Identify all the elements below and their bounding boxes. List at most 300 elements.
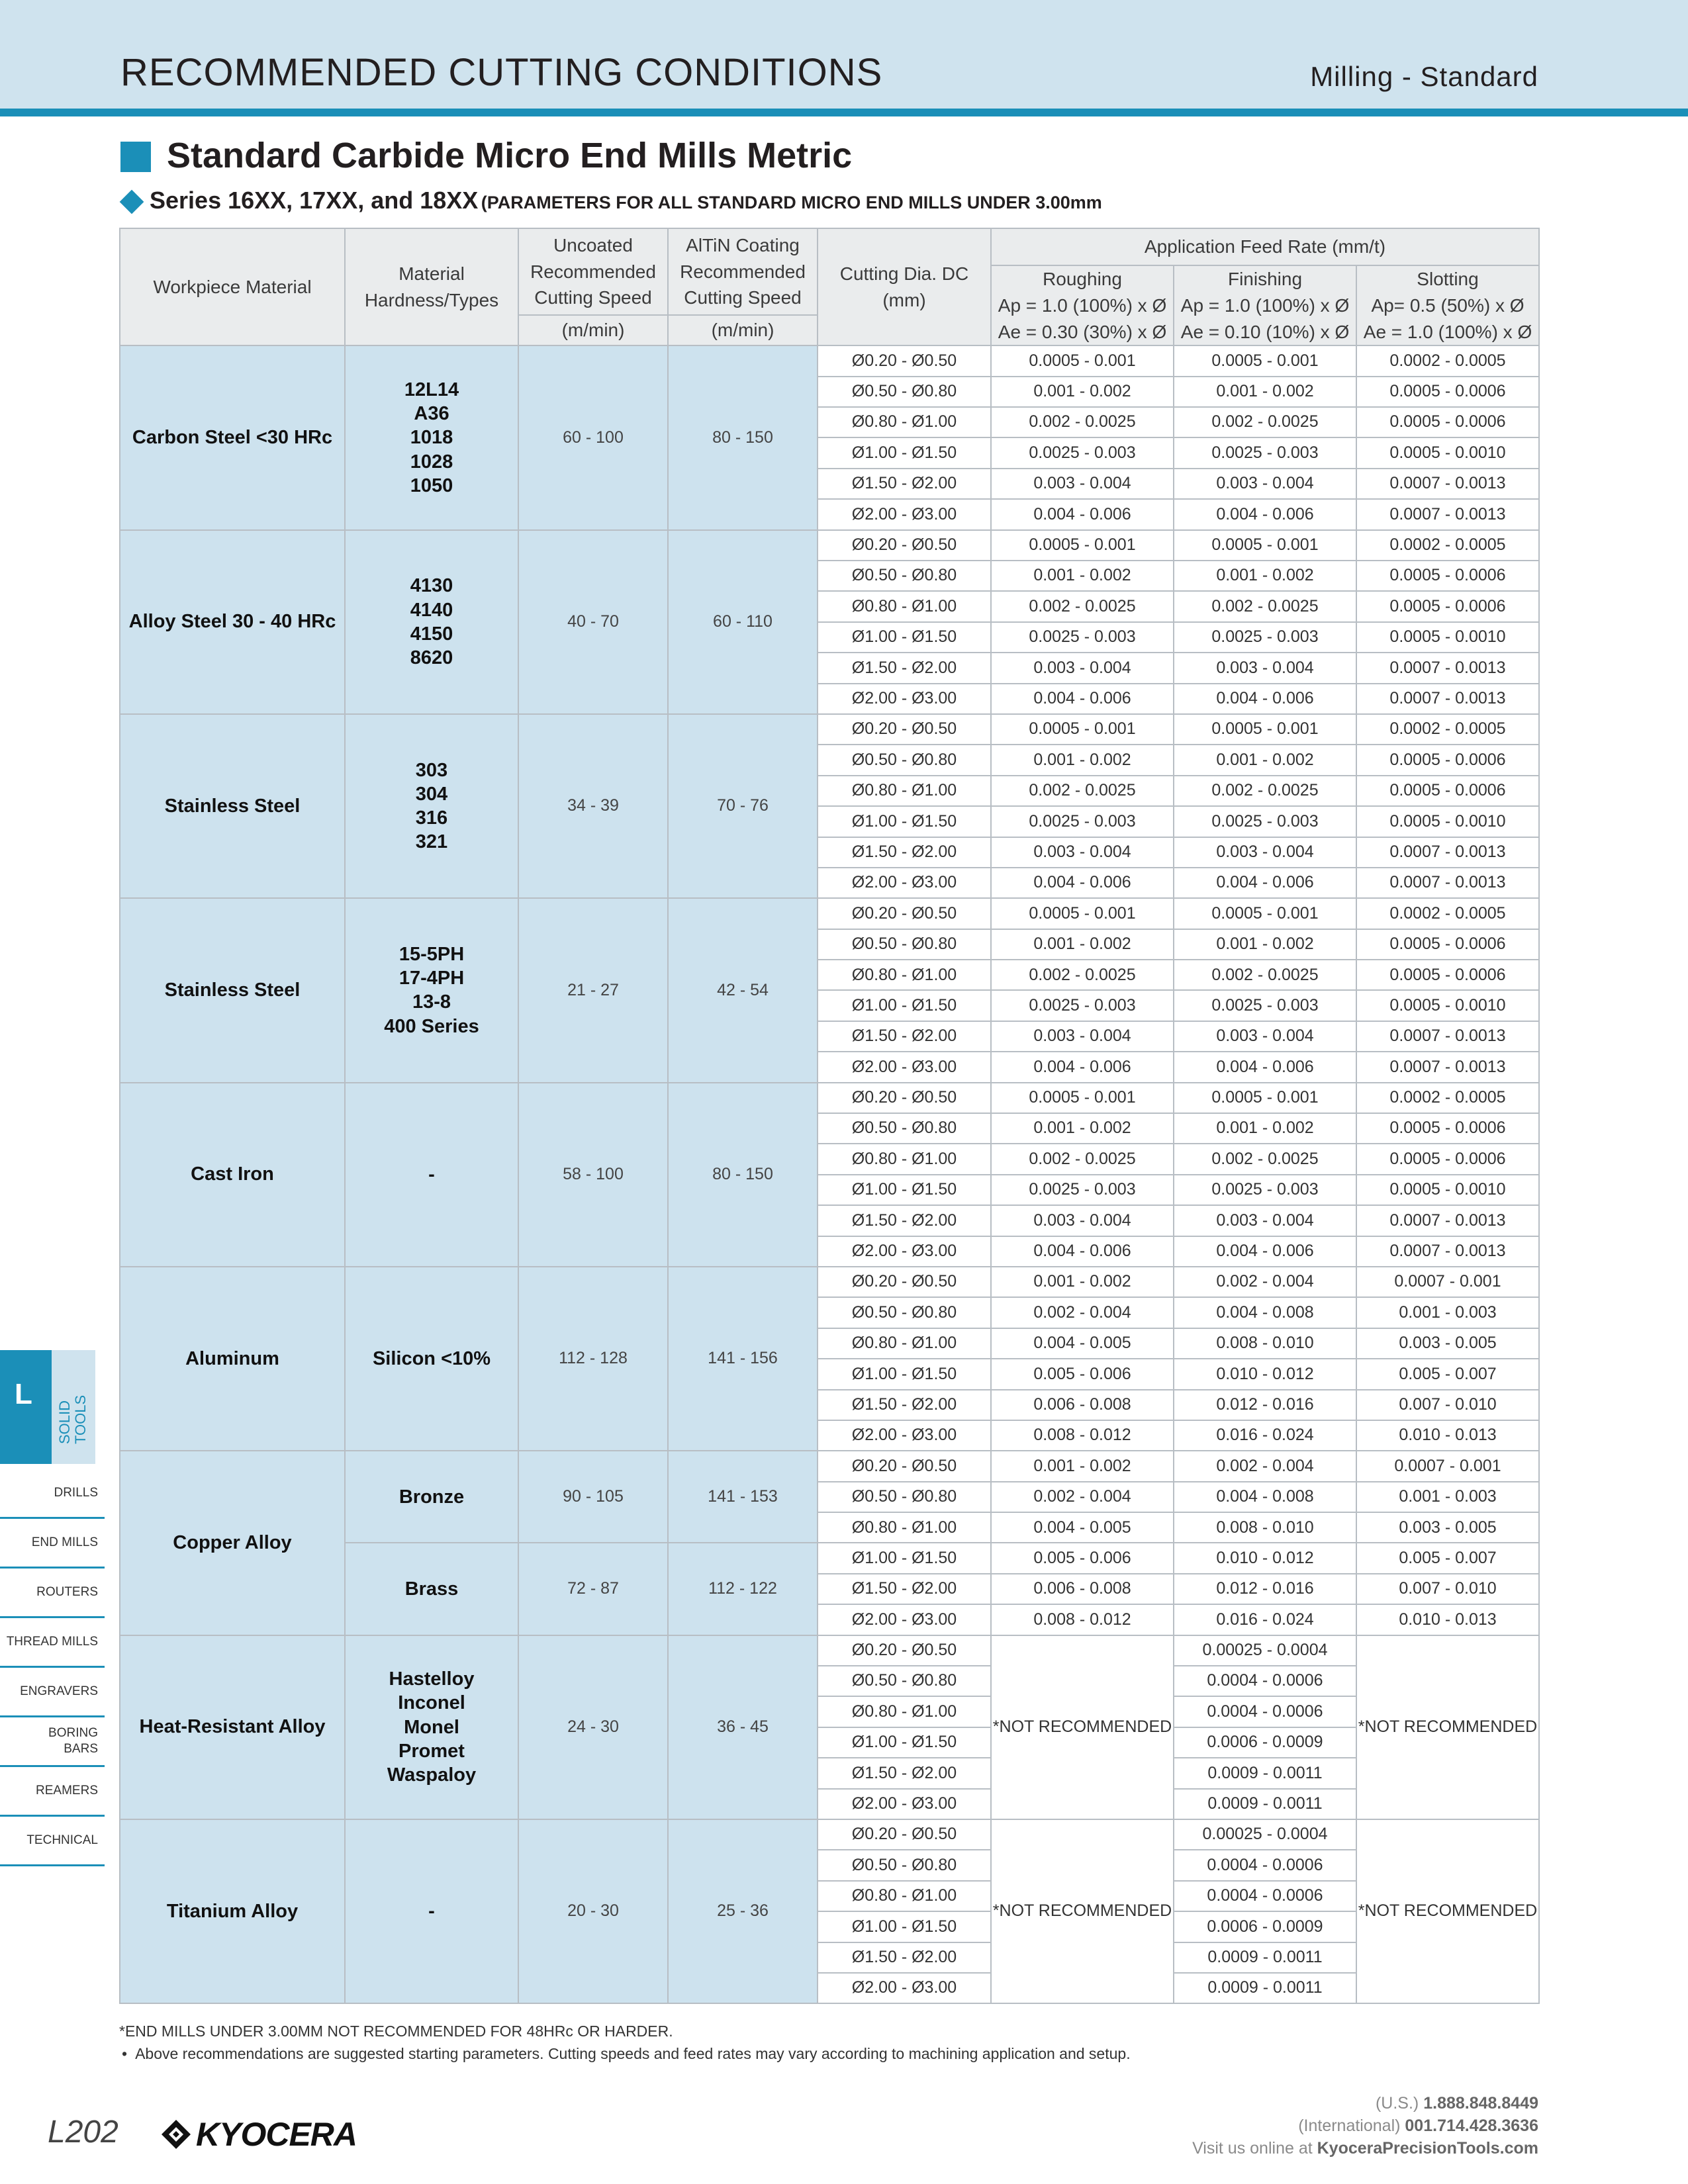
slotting-feed: 0.0002 - 0.0005 [1356,898,1539,929]
uncoated-speed: 58 - 100 [518,1083,668,1267]
cutting-diameter: Ø0.20 - Ø0.50 [818,1635,991,1666]
finishing-feed: 0.001 - 0.002 [1174,1113,1356,1144]
material-name: Cast Iron [120,1083,345,1267]
cutting-diameter: Ø0.20 - Ø0.50 [818,1267,991,1297]
section-title: Standard Carbide Micro End Mills Metric [167,136,853,175]
roughing-feed: 0.0005 - 0.001 [991,530,1174,561]
roughing-feed: 0.008 - 0.012 [991,1604,1174,1635]
slotting-feed: 0.0002 - 0.0005 [1356,1083,1539,1113]
roughing-feed: 0.0025 - 0.003 [991,437,1174,468]
uncoated-speed: 112 - 128 [518,1267,668,1451]
cutting-diameter: Ø0.20 - Ø0.50 [818,714,991,745]
header-roughing-ae: Ae = 0.30 (30%) x Ø [998,321,1167,342]
header-uncoated-unit: (m/min) [518,315,668,345]
uncoated-speed: 34 - 39 [518,714,668,898]
slotting-feed: 0.0007 - 0.0013 [1356,1052,1539,1082]
material-type: 316 [415,807,448,829]
finishing-feed: 0.0006 - 0.0009 [1174,1727,1356,1758]
altin-speed: 36 - 45 [668,1635,818,1819]
finishing-feed: 0.016 - 0.024 [1174,1420,1356,1451]
header-rule [0,109,1688,116]
cutting-diameter: Ø0.80 - Ø1.00 [818,1881,991,1911]
cutting-diameter: Ø0.80 - Ø1.00 [818,960,991,990]
cutting-diameter: Ø0.50 - Ø0.80 [818,1113,991,1144]
roughing-feed: 0.001 - 0.002 [991,1113,1174,1144]
cutting-diameter: Ø1.00 - Ø1.50 [818,622,991,653]
slotting-feed: 0.0007 - 0.0013 [1356,653,1539,683]
section-tab-label-line1: SOLID [56,1400,73,1444]
cutting-diameter: Ø1.50 - Ø2.00 [818,1205,991,1236]
finishing-feed: 0.003 - 0.004 [1174,1021,1356,1052]
header-roughing [991,265,1174,345]
section-tab-letter: L [15,1378,32,1410]
roughing-feed: 0.003 - 0.004 [991,1021,1174,1052]
roughing-feed: 0.004 - 0.006 [991,499,1174,529]
cutting-diameter: Ø0.20 - Ø0.50 [818,530,991,561]
slotting-feed: 0.0005 - 0.0010 [1356,622,1539,653]
material-type: Hastelloy [389,1668,475,1690]
table-row [120,1451,1539,1481]
material-type: 13-8 [412,991,451,1013]
finishing-feed: 0.004 - 0.008 [1174,1482,1356,1512]
finishing-feed: 0.0004 - 0.0006 [1174,1881,1356,1911]
section-tab-label-line2: TOOLS [72,1394,89,1444]
slotting-feed: 0.0005 - 0.0006 [1356,929,1539,960]
cutting-diameter: Ø1.50 - Ø2.00 [818,1390,991,1420]
footnote-disclaimer-text: Above recommendations are suggested starting parameters. Cutting speeds and feed rates may vary according to machining application and setup. [135,2045,1131,2062]
cutting-diameter: Ø0.50 - Ø0.80 [818,1850,991,1880]
finishing-feed: 0.0025 - 0.003 [1174,437,1356,468]
finishing-feed: 0.004 - 0.008 [1174,1297,1356,1328]
finishing-feed: 0.003 - 0.004 [1174,653,1356,683]
finishing-feed: 0.0005 - 0.001 [1174,345,1356,376]
page-number: L202 [48,2115,118,2150]
roughing-feed: 0.0025 - 0.003 [991,806,1174,837]
roughing-feed: 0.008 - 0.012 [991,1420,1174,1451]
finishing-feed: 0.0005 - 0.001 [1174,1083,1356,1113]
slotting-feed: 0.003 - 0.005 [1356,1328,1539,1359]
finishing-feed: 0.0005 - 0.001 [1174,714,1356,745]
nav-item-reamers[interactable]: REAMERS [0,1767,105,1817]
slotting-feed: 0.0002 - 0.0005 [1356,530,1539,561]
cutting-diameter: Ø1.00 - Ø1.50 [818,806,991,837]
material-type: 1028 [410,451,453,473]
slotting-feed: 0.0007 - 0.0013 [1356,684,1539,714]
slotting-feed: 0.007 - 0.010 [1356,1574,1539,1604]
finishing-feed: 0.004 - 0.006 [1174,684,1356,714]
material-types [345,530,518,714]
roughing-feed: 0.004 - 0.005 [991,1512,1174,1543]
material-types: Bronze [345,1451,518,1543]
cutting-diameter: Ø1.50 - Ø2.00 [818,1942,991,1973]
cutting-diameter: Ø2.00 - Ø3.00 [818,1052,991,1082]
roughing-feed: 0.004 - 0.006 [991,1052,1174,1082]
altin-speed: 60 - 110 [668,530,818,714]
material-type: 304 [415,783,448,805]
cutting-diameter: Ø1.00 - Ø1.50 [818,1727,991,1758]
finishing-feed: 0.001 - 0.002 [1174,561,1356,591]
roughing-feed: 0.0025 - 0.003 [991,1175,1174,1205]
table-header [120,228,1539,345]
cutting-diameter: Ø1.00 - Ø1.50 [818,1543,991,1573]
cutting-diameter: Ø1.00 - Ø1.50 [818,437,991,468]
finishing-feed: 0.008 - 0.010 [1174,1328,1356,1359]
slotting-feed: 0.001 - 0.003 [1356,1482,1539,1512]
material-name: Stainless Steel [120,714,345,898]
slotting-feed: 0.0007 - 0.0013 [1356,1021,1539,1052]
slotting-feed: 0.0005 - 0.0006 [1356,377,1539,407]
section-square-icon [120,142,151,172]
material-type: 4150 [410,623,453,645]
header-slotting-ap: Ap= 0.5 (50%) x Ø [1371,295,1524,316]
header-uncoated-speed: Uncoated Recommended Cutting Speed [518,228,668,315]
roughing-feed: 0.002 - 0.0025 [991,1144,1174,1174]
finishing-feed: 0.002 - 0.0025 [1174,407,1356,437]
roughing-feed: 0.003 - 0.004 [991,1205,1174,1236]
altin-speed: 112 - 122 [668,1543,818,1635]
material-name: Heat-Resistant Alloy [120,1635,345,1819]
finishing-feed: 0.016 - 0.024 [1174,1604,1356,1635]
finishing-feed: 0.001 - 0.002 [1174,377,1356,407]
cutting-diameter: Ø0.20 - Ø0.50 [818,345,991,376]
finishing-feed: 0.002 - 0.0025 [1174,1144,1356,1174]
table-row [120,1267,1539,1297]
altin-speed: 80 - 150 [668,345,818,529]
cutting-diameter: Ø0.50 - Ø0.80 [818,745,991,775]
finishing-feed: 0.0006 - 0.0009 [1174,1911,1356,1942]
header-slotting-name: Slotting [1417,269,1479,289]
series-note: (PARAMETERS FOR ALL STANDARD MICRO END MILLS UNDER 3.00mm [481,193,1102,212]
roughing-feed: 0.002 - 0.0025 [991,407,1174,437]
cutting-diameter: Ø0.50 - Ø0.80 [818,929,991,960]
cutting-diameter: Ø0.20 - Ø0.50 [818,1451,991,1481]
cutting-diameter: Ø2.00 - Ø3.00 [818,684,991,714]
cutting-diameter: Ø2.00 - Ø3.00 [818,1604,991,1635]
header-workpiece-material: Workpiece Material [120,228,345,345]
material-type: 12L14 [404,379,459,400]
material-types [345,1267,518,1451]
cutting-diameter: Ø0.80 - Ø1.00 [818,1512,991,1543]
kyocera-logo [160,2115,357,2154]
header-altin-speed: AlTiN Coating Recommended Cutting Speed [668,228,818,315]
slotting-feed: 0.0005 - 0.0006 [1356,561,1539,591]
roughing-feed: 0.003 - 0.004 [991,837,1174,868]
cutting-diameter: Ø2.00 - Ø3.00 [818,1789,991,1819]
cutting-diameter: Ø1.50 - Ø2.00 [818,653,991,683]
cutting-diameter: Ø2.00 - Ø3.00 [818,1420,991,1451]
cutting-conditions-table [119,228,1540,2004]
material-types [345,1083,518,1267]
slotting-feed: 0.0007 - 0.0013 [1356,499,1539,529]
header-roughing-ap: Ap = 1.0 (100%) x Ø [998,295,1167,316]
finishing-feed: 0.0009 - 0.0011 [1174,1789,1356,1819]
slotting-feed: 0.003 - 0.005 [1356,1512,1539,1543]
material-types [345,1819,518,2003]
finishing-feed: 0.0004 - 0.0006 [1174,1850,1356,1880]
table-row [120,1635,1539,1666]
roughing-feed: 0.003 - 0.004 [991,653,1174,683]
uncoated-speed: 24 - 30 [518,1635,668,1819]
section-tab-label [57,1395,89,1444]
cutting-diameter: Ø0.80 - Ø1.00 [818,1328,991,1359]
material-type: 4130 [410,575,453,597]
material-type: Monel [404,1716,459,1738]
slotting-feed: 0.0007 - 0.001 [1356,1451,1539,1481]
altin-speed: 25 - 36 [668,1819,818,2003]
finishing-feed: 0.0005 - 0.001 [1174,530,1356,561]
material-type: 8620 [410,647,453,669]
finishing-feed: 0.008 - 0.010 [1174,1512,1356,1543]
roughing-not-recommended: *NOT RECOMMENDED [991,1635,1174,1819]
slotting-feed: 0.005 - 0.007 [1356,1359,1539,1389]
finishing-feed: 0.0009 - 0.0011 [1174,1973,1356,2003]
material-type: 303 [415,759,448,781]
finishing-feed: 0.010 - 0.012 [1174,1543,1356,1573]
header-altin-unit: (m/min) [668,315,818,345]
finishing-feed: 0.0004 - 0.0006 [1174,1696,1356,1727]
finishing-feed: 0.002 - 0.004 [1174,1451,1356,1481]
roughing-feed: 0.005 - 0.006 [991,1359,1174,1389]
slotting-feed: 0.0005 - 0.0006 [1356,1113,1539,1144]
header-feed-rate: Application Feed Rate (mm/t) [991,228,1539,265]
cutting-diameter: Ø0.50 - Ø0.80 [818,1482,991,1512]
material-type: Inconel [398,1692,465,1714]
finishing-feed: 0.001 - 0.002 [1174,745,1356,775]
finishing-feed: 0.004 - 0.006 [1174,1236,1356,1267]
header-slotting [1356,265,1539,345]
intl-label: (International) [1298,2116,1401,2135]
table-row [120,345,1539,376]
table-row [120,530,1539,561]
cutting-diameter: Ø2.00 - Ø3.00 [818,868,991,898]
finishing-feed: 0.0025 - 0.003 [1174,1175,1356,1205]
slotting-feed: 0.0005 - 0.0010 [1356,437,1539,468]
table-body [120,345,1539,2003]
finishing-feed: 0.002 - 0.0025 [1174,776,1356,806]
roughing-feed: 0.004 - 0.006 [991,1236,1174,1267]
footnote-not-recommended: *END MILLS UNDER 3.00MM NOT RECOMMENDED FOR 48HRc OR HARDER. [119,2023,673,2040]
diamond-bullet-icon [120,190,144,214]
roughing-feed: 0.004 - 0.006 [991,868,1174,898]
roughing-feed: 0.005 - 0.006 [991,1543,1174,1573]
roughing-feed: 0.001 - 0.002 [991,1267,1174,1297]
intl-phone[interactable]: 001.714.428.3636 [1405,2116,1538,2135]
material-name: Alloy Steel 30 - 40 HRc [120,530,345,714]
finishing-feed: 0.003 - 0.004 [1174,837,1356,868]
finishing-feed: 0.0025 - 0.003 [1174,806,1356,837]
page-title: RECOMMENDED CUTTING CONDITIONS [120,51,883,94]
roughing-feed: 0.006 - 0.008 [991,1574,1174,1604]
finishing-feed: 0.004 - 0.006 [1174,868,1356,898]
roughing-not-recommended: *NOT RECOMMENDED [991,1819,1174,2003]
header-slotting-ae: Ae = 1.0 (100%) x Ø [1363,321,1532,342]
slotting-feed: 0.0005 - 0.0006 [1356,776,1539,806]
series-heading [150,187,1102,214]
roughing-feed: 0.001 - 0.002 [991,745,1174,775]
nav-item-boring-bars[interactable]: BORING BARS [0,1717,105,1767]
slotting-feed: 0.010 - 0.013 [1356,1604,1539,1635]
material-type: - [428,1901,435,1923]
slotting-feed: 0.0005 - 0.0010 [1356,1175,1539,1205]
material-type: 1050 [410,475,453,496]
table-row [120,1083,1539,1113]
finishing-feed: 0.0005 - 0.001 [1174,898,1356,929]
uncoated-speed: 60 - 100 [518,345,668,529]
nav-item-routers[interactable]: ROUTERS [0,1569,105,1618]
roughing-feed: 0.001 - 0.002 [991,1451,1174,1481]
roughing-feed: 0.006 - 0.008 [991,1390,1174,1420]
material-types [345,898,518,1082]
uncoated-speed: 40 - 70 [518,530,668,714]
header-finishing-ae: Ae = 0.10 (10%) x Ø [1180,321,1350,342]
cutting-diameter: Ø0.80 - Ø1.00 [818,1696,991,1727]
altin-speed: 70 - 76 [668,714,818,898]
finishing-feed: 0.002 - 0.0025 [1174,591,1356,621]
finishing-feed: 0.0009 - 0.0011 [1174,1758,1356,1788]
finishing-feed: 0.001 - 0.002 [1174,929,1356,960]
slotting-feed: 0.0007 - 0.001 [1356,1267,1539,1297]
altin-speed: 80 - 150 [668,1083,818,1267]
header-finishing-ap: Ap = 1.0 (100%) x Ø [1180,295,1350,316]
material-types [345,714,518,898]
side-nav [0,1469,105,1866]
material-type: A36 [414,403,449,425]
us-phone[interactable]: 1.888.848.8449 [1423,2094,1538,2113]
finishing-feed: 0.010 - 0.012 [1174,1359,1356,1389]
material-type: - [428,1163,435,1185]
slotting-feed: 0.0005 - 0.0006 [1356,591,1539,621]
uncoated-speed: 90 - 105 [518,1451,668,1543]
cutting-diameter: Ø0.50 - Ø0.80 [818,377,991,407]
finishing-feed: 0.003 - 0.004 [1174,1205,1356,1236]
cutting-diameter: Ø2.00 - Ø3.00 [818,1236,991,1267]
us-label: (U.S.) [1375,2094,1419,2113]
material-type: Waspaloy [387,1764,477,1786]
material-type: 4140 [410,599,453,621]
roughing-feed: 0.001 - 0.002 [991,377,1174,407]
material-types: Brass [345,1543,518,1635]
altin-speed: 141 - 153 [668,1451,818,1543]
uncoated-speed: 21 - 27 [518,898,668,1082]
material-type: Silicon <10% [372,1348,491,1370]
material-name: Aluminum [120,1267,345,1451]
cutting-diameter: Ø0.50 - Ø0.80 [818,1666,991,1696]
cutting-diameter: Ø0.20 - Ø0.50 [818,898,991,929]
roughing-feed: 0.0005 - 0.001 [991,898,1174,929]
finishing-feed: 0.0025 - 0.003 [1174,990,1356,1021]
nav-item-technical[interactable]: TECHNICAL [0,1817,105,1866]
slotting-not-recommended: *NOT RECOMMENDED [1356,1635,1539,1819]
finishing-feed: 0.0004 - 0.0006 [1174,1666,1356,1696]
material-types [345,1635,518,1819]
cutting-diameter: Ø1.50 - Ø2.00 [818,1021,991,1052]
cutting-diameter: Ø2.00 - Ø3.00 [818,1973,991,2003]
roughing-feed: 0.001 - 0.002 [991,929,1174,960]
slotting-feed: 0.0007 - 0.0013 [1356,837,1539,868]
cutting-diameter: Ø0.20 - Ø0.50 [818,1083,991,1113]
finishing-feed: 0.002 - 0.0025 [1174,960,1356,990]
cutting-diameter: Ø1.00 - Ø1.50 [818,1911,991,1942]
nav-item-end-mills[interactable]: END MILLS [0,1519,105,1569]
finishing-feed: 0.00025 - 0.0004 [1174,1819,1356,1850]
cutting-diameter: Ø0.80 - Ø1.00 [818,776,991,806]
contact-info [1192,2093,1538,2160]
cutting-diameter: Ø1.00 - Ø1.50 [818,1359,991,1389]
slotting-feed: 0.007 - 0.010 [1356,1390,1539,1420]
finishing-feed: 0.0025 - 0.003 [1174,622,1356,653]
material-type: 15-5PH [399,943,465,965]
header-finishing [1174,265,1356,345]
roughing-feed: 0.004 - 0.005 [991,1328,1174,1359]
nav-item-drills[interactable]: DRILLS [0,1469,105,1519]
roughing-feed: 0.001 - 0.002 [991,561,1174,591]
roughing-feed: 0.0005 - 0.001 [991,345,1174,376]
slotting-feed: 0.0005 - 0.0010 [1356,990,1539,1021]
roughing-feed: 0.002 - 0.004 [991,1297,1174,1328]
slotting-feed: 0.010 - 0.013 [1356,1420,1539,1451]
material-name: Carbon Steel <30 HRc [120,345,345,529]
uncoated-speed: 20 - 30 [518,1819,668,2003]
roughing-feed: 0.0025 - 0.003 [991,622,1174,653]
header-material-hardness: Material Hardness/Types [345,228,518,345]
cutting-diameter: Ø1.00 - Ø1.50 [818,1175,991,1205]
material-type: 1018 [410,427,453,449]
nav-item-thread-mills[interactable]: THREAD MILLS [0,1618,105,1668]
material-types [345,345,518,529]
visit-label: Visit us online at [1192,2138,1313,2158]
website-link[interactable]: KyoceraPrecisionTools.com [1317,2138,1538,2158]
finishing-feed: 0.004 - 0.006 [1174,499,1356,529]
material-name: Titanium Alloy [120,1819,345,2003]
altin-speed: 42 - 54 [668,898,818,1082]
material-type: 17-4PH [399,968,465,989]
uncoated-speed: 72 - 87 [518,1543,668,1635]
section-label: Milling - Standard [1310,61,1538,92]
slotting-feed: 0.0007 - 0.0013 [1356,1205,1539,1236]
material-type: 400 Series [384,1015,479,1037]
altin-speed: 141 - 156 [668,1267,818,1451]
table-row [120,1819,1539,1850]
roughing-feed: 0.003 - 0.004 [991,469,1174,499]
slotting-feed: 0.0005 - 0.0006 [1356,1144,1539,1174]
cutting-diameter: Ø0.80 - Ø1.00 [818,407,991,437]
slotting-feed: 0.0007 - 0.0013 [1356,469,1539,499]
cutting-diameter: Ø0.80 - Ø1.00 [818,1144,991,1174]
table-row [120,898,1539,929]
cutting-diameter: Ø0.50 - Ø0.80 [818,561,991,591]
roughing-feed: 0.0025 - 0.003 [991,990,1174,1021]
cutting-diameter: Ø1.50 - Ø2.00 [818,1574,991,1604]
finishing-feed: 0.00025 - 0.0004 [1174,1635,1356,1666]
header-finishing-name: Finishing [1227,269,1303,289]
footnote-disclaimer [119,2045,1131,2063]
roughing-feed: 0.002 - 0.004 [991,1482,1174,1512]
nav-item-engravers[interactable]: ENGRAVERS [0,1668,105,1717]
material-type: Promet [399,1740,465,1762]
material-name: Copper Alloy [120,1451,345,1635]
slotting-feed: 0.0005 - 0.0006 [1356,407,1539,437]
roughing-feed: 0.004 - 0.006 [991,684,1174,714]
slotting-feed: 0.0007 - 0.0013 [1356,1236,1539,1267]
material-type: 321 [415,831,448,853]
slotting-feed: 0.0005 - 0.0010 [1356,806,1539,837]
roughing-feed: 0.002 - 0.0025 [991,591,1174,621]
header-roughing-name: Roughing [1043,269,1122,289]
roughing-feed: 0.002 - 0.0025 [991,776,1174,806]
roughing-feed: 0.0005 - 0.001 [991,714,1174,745]
cutting-diameter: Ø0.80 - Ø1.00 [818,591,991,621]
slotting-feed: 0.0007 - 0.0013 [1356,868,1539,898]
